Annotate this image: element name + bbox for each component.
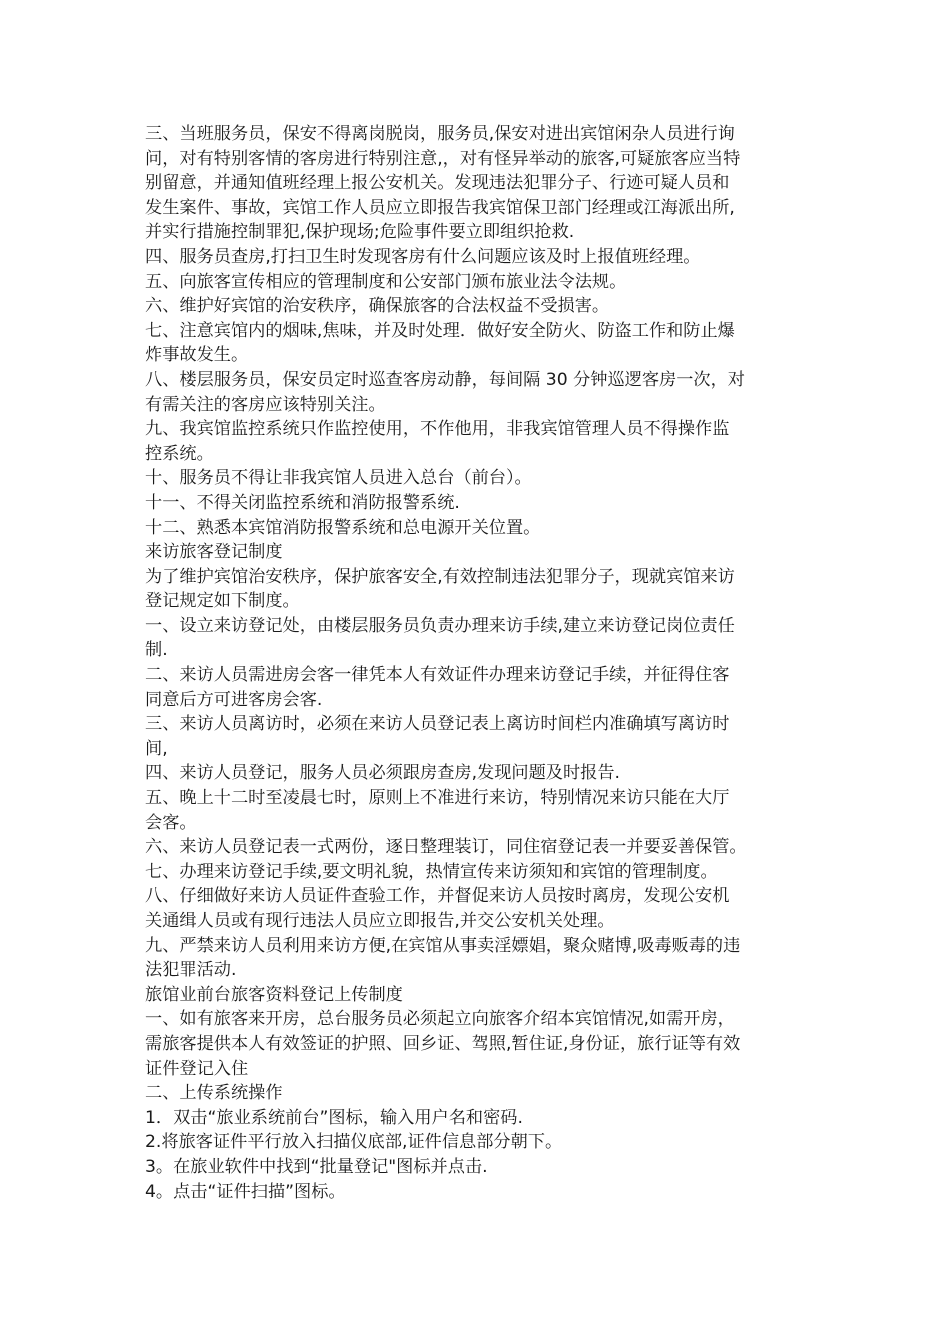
text-line: 证件登记入住 xyxy=(145,1058,249,1079)
text-line: 4。点击“证件扫描”图标。 xyxy=(145,1181,346,1202)
section-heading: 旅馆业前台旅客资料登记上传制度 xyxy=(145,984,403,1005)
text-line: 炸事故发生。 xyxy=(145,345,249,366)
text-line: 二、来访人员需进房会客一律凭本人有效证件办理来访登记手续，并征得住客 xyxy=(145,665,730,686)
text-line: 九、我宾馆监控系统只作监控使用，不作他用，非我宾馆管理人员不得操作监 xyxy=(145,419,730,440)
text-line: 有需关注的客房应该特别关注。 xyxy=(145,394,386,415)
text-line: 关通缉人员或有现行违法人员应立即报告,并交公安机关处理。 xyxy=(145,911,615,931)
text-line: 制. xyxy=(145,640,168,661)
text-line: 三、当班服务员，保安不得离岗脱岗，服务员,保安对进出宾馆闲杂人员进行询 xyxy=(145,124,735,144)
text-line: 十二、熟悉本宾馆消防报警系统和总电源开关位置。 xyxy=(145,517,541,538)
text-line: 登记规定如下制度。 xyxy=(145,591,300,612)
text-line: 同意后方可进客房会客. xyxy=(145,689,323,710)
text-line: 别留意，并通知值班经理上报公安机关。发现违法犯罪分子、行迹可疑人员和 xyxy=(145,173,730,194)
text-line: 间, xyxy=(145,738,168,759)
text-line: 六、来访人员登记表一式两份，逐日整理装订，同住宿登记表一并要妥善保管。 xyxy=(145,837,747,858)
text-line: 四、来访人员登记，服务人员必须跟房查房,发现问题及时报告. xyxy=(145,763,620,784)
text-line: 发生案件、事故，宾馆工作人员应立即报告我宾馆保卫部门经理或江海派出所, xyxy=(145,197,735,218)
text-line: 3。在旅业软件中找到“批量登记"图标并点击. xyxy=(145,1156,488,1177)
text-line: 为了维护宾馆治安秩序，保护旅客安全,有效控制违法犯罪分子，现就宾馆来访 xyxy=(145,566,735,587)
text-line: 会客。 xyxy=(145,812,197,833)
text-line: 问，对有特别客情的客房进行特别注意,，对有怪异举动的旅客,可疑旅客应当特 xyxy=(145,148,741,169)
text-line: 十、服务员不得让非我宾馆人员进入总台（前台）。 xyxy=(145,468,532,489)
section-heading: 来访旅客登记制度 xyxy=(145,542,283,563)
text-line: 三、来访人员离访时，必须在来访人员登记表上离访时间栏内准确填写离访时 xyxy=(145,714,730,735)
text-line: 1．双击“旅业系统前台”图标，输入用户名和密码. xyxy=(145,1107,523,1128)
text-line: 需旅客提供本人有效签证的护照、回乡证、驾照,暂住证,身份证，旅行证等有效 xyxy=(145,1033,741,1054)
text-line: 一、设立来访登记处，由楼层服务员负责办理来访手续,建立来访登记岗位责任 xyxy=(145,615,735,636)
text-line: 十一、不得关闭监控系统和消防报警系统. xyxy=(145,492,460,513)
text-line: 五、向旅客宣传相应的管理制度和公安部门颁布旅业法令法规。 xyxy=(145,271,627,292)
text-line: 九、严禁来访人员利用来访方便,在宾馆从事卖淫嫖娼，聚众赌博,吸毒贩毒的违 xyxy=(145,935,741,956)
text-line: 二、上传系统操作 xyxy=(145,1083,283,1104)
text-line: 四、服务员查房,打扫卫生时发现客房有什么问题应该及时上报值班经理。 xyxy=(145,246,701,267)
text-line: 2.将旅客证件平行放入扫描仪底部,证件信息部分朝下。 xyxy=(145,1132,563,1153)
text-line: 七、办理来访登记手续,要文明礼貌，热情宣传来访须知和宾馆的管理制度。 xyxy=(145,861,718,882)
text-line: 法犯罪活动. xyxy=(145,960,237,981)
text-line: 八、仔细做好来访人员证件查验工作，并督促来访人员按时离房，发现公安机 xyxy=(145,886,730,907)
text-line: 六、维护好宾馆的治安秩序，确保旅客的合法权益不受损害。 xyxy=(145,296,610,317)
text-line: 七、注意宾馆内的烟味,焦味，并及时处理．做好安全防火、防盗工作和防止爆 xyxy=(145,320,735,341)
document-body xyxy=(145,122,810,1204)
text-line: 控系统。 xyxy=(145,443,214,464)
text-line: 五、晚上十二时至凌晨七时，原则上不准进行来访，特别情况来访只能在大厅 xyxy=(145,788,730,809)
text-line: 一、如有旅客来开房，总台服务员必须起立向旅客介绍本宾馆情况,如需开房， xyxy=(145,1009,735,1030)
text-line: 八、楼层服务员，保安员定时巡查客房动静，每间隔 30 分钟巡逻客房一次，对 xyxy=(145,369,745,390)
text-line: 并实行措施控制罪犯,保护现场;危险事件要立即组织抢救. xyxy=(145,222,575,243)
